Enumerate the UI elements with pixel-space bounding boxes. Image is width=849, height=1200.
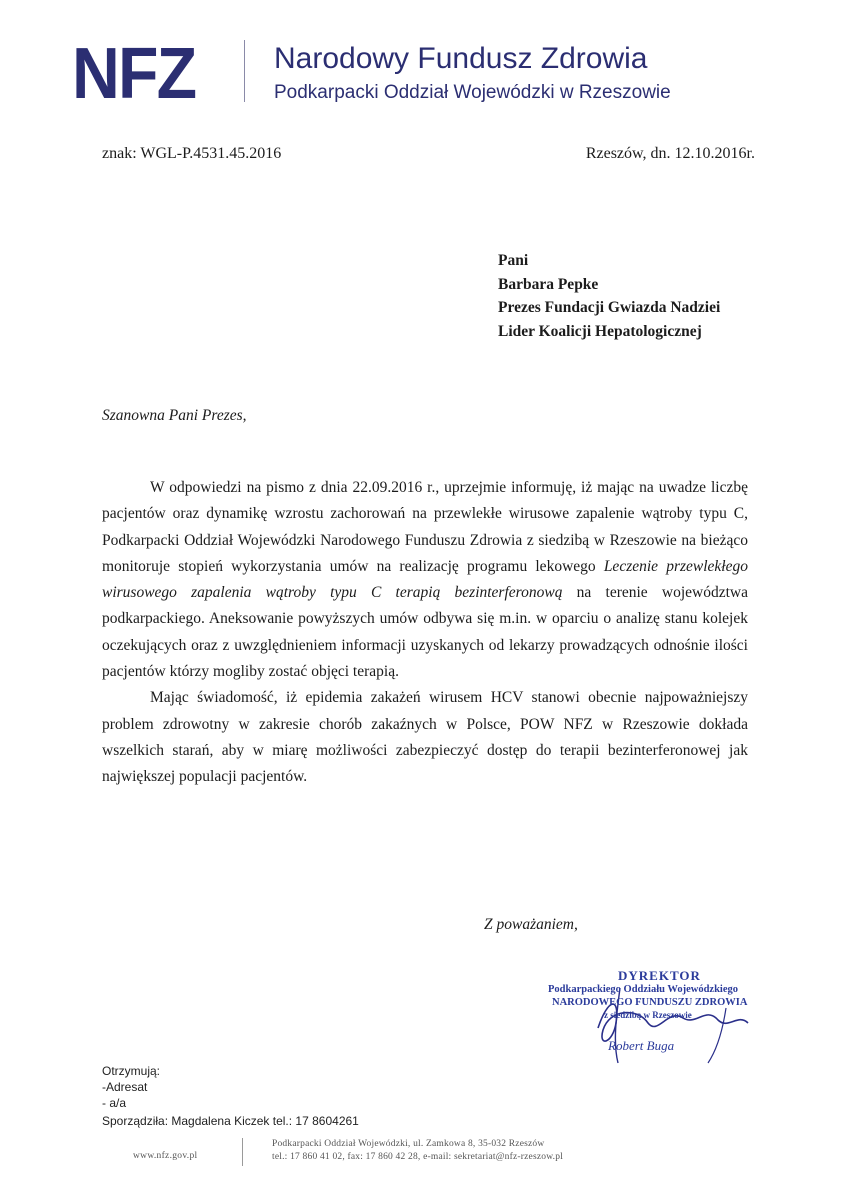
stamp-line: z siedzibą w Rzeszowie: [604, 1010, 692, 1020]
recipients-heading: Otrzymują:: [102, 1064, 161, 1078]
nfz-logo: NFZ: [72, 34, 196, 114]
footer-address-block: [272, 1138, 563, 1164]
reference-number: znak: WGL-P.4531.45.2016: [102, 145, 282, 162]
recipient-item: - a/a: [102, 1096, 127, 1110]
footer-divider: [242, 1138, 243, 1166]
addressee-line: Lider Koalicji Hepatologicznej: [498, 322, 702, 340]
stamp-title: DYREKTOR: [618, 968, 701, 983]
org-branch: Podkarpacki Oddział Wojewódzki w Rzeszowie: [274, 82, 671, 103]
addressee-line: Pani: [498, 252, 529, 269]
program-name: Leczenie przewlekłego wirusowego zapalenia wątroby typu C terapią bezinterferonową: [102, 557, 748, 602]
header-divider: [244, 40, 245, 102]
signatory-name: Robert Buga: [608, 1038, 675, 1053]
footer-website: www.nfz.gov.pl: [133, 1151, 198, 1161]
director-stamp: [548, 968, 788, 1058]
recipients-list: [102, 1063, 160, 1111]
recipient-item: -Adresat: [102, 1080, 148, 1094]
prepared-by: Sporządziła: Magdalena Kiczek tel.: 17 8604261: [102, 1114, 359, 1128]
stamp-line: Podkarpackiego Oddziału Wojewódzkiego: [548, 984, 738, 995]
letter-date: Rzeszów, dn. 12.10.2016r.: [585, 145, 755, 162]
org-name: Narodowy Fundusz Zdrowia: [274, 42, 648, 75]
addressee-line: Barbara Pepke: [498, 275, 599, 293]
stamp-line: NARODOWEGO FUNDUSZU ZDROWIA: [552, 997, 748, 1008]
body-text-run: na terenie województwa podkarpackiego. Aneksowanie powyższych umów odbywa się m.in. w oparciu o analizę stanu kolejek oczekujących oraz z uwzględnieniem informacji uzyskanych od lekarzy prowadzących odnośnie ilości pacjentów którzy mogliby zostać objęci terapią.: [102, 584, 748, 681]
body-text-run: W odpowiedzi na pismo z dnia 22.09.2016 r., uprzejmie informuję, iż mając na uwadze liczbę pacjentów oraz dynamikę wzrostu zachorowań na przewlekłe wirusowe zapalenie wątroby typu C, Podkarpacki Oddział Wojewódzki Narodowego Funduszu Zdrowia z siedzibą w Rzeszowie na bieżąco monitoruje stopień wykorzystania umów na realizację programu lekowego: [102, 479, 748, 575]
closing: Z poważaniem,: [484, 916, 578, 933]
footer-contact: tel.: 17 860 41 02, fax: 17 860 42 28, e-mail: sekretariat@nfz-rzeszow.pl: [272, 1152, 564, 1162]
footer-address: Podkarpacki Oddział Wojewódzki, ul. Zamkowa 8, 35-032 Rzeszów: [272, 1139, 545, 1149]
addressee-line: Prezes Fundacji Gwiazda Nadziei: [498, 299, 721, 316]
letter-body: [102, 475, 748, 791]
body-paragraph: Mając świadomość, iż epidemia zakażeń wirusem HCV stanowi obecnie najpoważniejszy problem zdrowotny w zakresie chorób zakaźnych w Polsce, POW NFZ w Rzeszowie dokłada wszelkich starań, aby w miarę możliwości zabezpieczyć dostęp do terapii bezinterferonowej jak największej populacji pacjentów.: [102, 689, 748, 786]
salutation: Szanowna Pani Prezes,: [102, 407, 247, 424]
addressee-block: [498, 249, 720, 343]
body-paragraph: [102, 475, 748, 685]
